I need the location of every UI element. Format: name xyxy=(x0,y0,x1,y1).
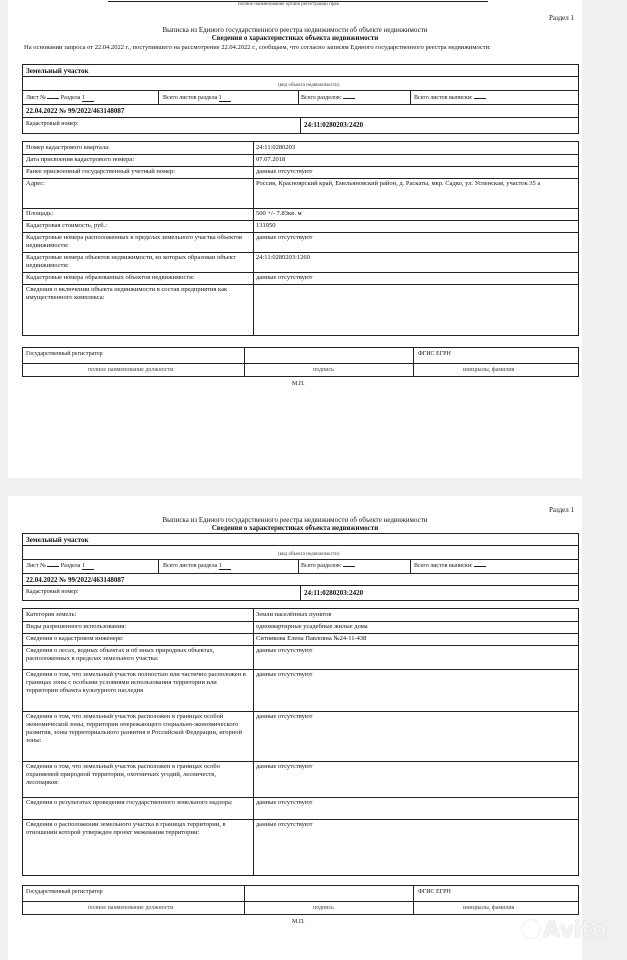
row-value: одноквартирные усадебные жилые дома xyxy=(256,623,368,630)
name-hint: инициалы, фамилия xyxy=(463,367,515,373)
row-value: данные отсутствуют xyxy=(256,234,313,241)
extract-title: Выписка из Единого государственного реестра недвижимости об объекте недвижимости xyxy=(162,26,428,34)
row-label: Адрес: xyxy=(26,180,45,187)
fgis-name: ФГИС ЕГРН xyxy=(418,889,451,895)
org-hint: полное наименование органа регистрации прав xyxy=(238,2,339,7)
object-type: Земельный участок xyxy=(26,536,89,544)
intro-text: На основании запроса от 22.04.2022 г., поступившего на рассмотрение 22.04.2022 г., сообщаем, что согласно записям Единого государственного реестра недвижимости: xyxy=(24,44,491,51)
row-value: Россия, Красноярский край, Емельяновский район, д. Раскаты, мкр. Садко, ул. Успенская, участок 35 а xyxy=(256,180,541,187)
sheet-number-field: Лист № Раздела 1 xyxy=(26,95,94,102)
row-label: Категория земель: xyxy=(26,611,77,618)
row-label: Ранее присвоенный государственный учетный номер: xyxy=(26,168,176,175)
row-label: Кадастровая стоимость, руб.: xyxy=(26,222,108,229)
row-value: данные отсутствуют xyxy=(256,647,313,654)
row-label: Дата присвоения кадастрового номера: xyxy=(26,156,135,163)
avito-logo-icon xyxy=(522,920,540,938)
row-value: данные отсутствуют xyxy=(256,713,313,720)
object-type-hint: (вид объекта недвижимости) xyxy=(278,83,340,88)
row-value: данные отсутствуют xyxy=(256,168,313,175)
row-label: Сведения о результатах проведения государственного земельного надзора: xyxy=(26,799,233,806)
extract-title: Выписка из Единого государственного реестра недвижимости об объекте недвижимости xyxy=(162,516,428,524)
row-label: Сведения о том, что земельный участок полностью или частично расположен в границах зоны с особыми условиями использования территории или территории объекта культурного наследия xyxy=(26,671,246,694)
row-value: данные отсутствуют xyxy=(256,274,313,281)
avito-watermark: Avito xyxy=(522,918,607,943)
row-label: Кадастровые номера объектов недвижимости, из которых образован объект недвижимости: xyxy=(26,254,236,269)
row-label: Номер кадастрового квартала: xyxy=(26,144,110,151)
stamp-place: М.П. xyxy=(292,919,305,925)
extract-subtitle: Сведения о характеристиках объекта недвижимости xyxy=(211,524,379,532)
row-value: 131050 xyxy=(256,222,276,229)
row-value: 07.07.2018 xyxy=(256,156,286,163)
row-label: Сведения о расположении земельного участка в границах территории, в отношении которой утвержден проект межевания территории: xyxy=(26,821,226,836)
total-part-sheets: Всего листов раздела 1 xyxy=(163,95,231,102)
total-parts: Всего разделов: xyxy=(301,95,355,101)
characteristics-table xyxy=(22,608,579,876)
total-sheets: Всего листов выписки: xyxy=(414,563,486,569)
date-number: 22.04.2022 № 99/2022/463148087 xyxy=(26,576,125,584)
section-label: Раздел 1 xyxy=(548,14,574,22)
org-line xyxy=(108,1,488,2)
row-value: Земли населённых пунктов xyxy=(256,611,332,618)
row-value xyxy=(256,286,575,309)
row-label: Площадь: xyxy=(26,210,54,217)
row-label: Сведения о кадастровом инженере: xyxy=(26,635,124,642)
row-label: Кадастровые номера образованных объектов недвижимости: xyxy=(26,274,195,281)
row-value: 24:11:0280203 xyxy=(256,144,296,151)
sheet-number-field: Лист № Раздела 1 xyxy=(26,563,94,570)
object-type: Земельный участок xyxy=(26,67,89,75)
registrar-position: Государственный регистратор xyxy=(26,351,103,357)
total-part-sheets: Всего листов раздела 1 xyxy=(163,563,231,570)
total-parts: Всего разделов: xyxy=(301,563,355,569)
row-value: 500 +/- 7.83кв. м xyxy=(256,210,302,217)
total-sheets: Всего листов выписки: xyxy=(414,95,486,101)
row-label: Сведения о том, что земельный участок расположен в границах особо охраняемой природной территории, охотничьих угодий, лесничеств, лесопарков: xyxy=(26,763,220,786)
row-value: 24:11:0280203:1260 xyxy=(256,254,310,261)
characteristics-table xyxy=(22,141,579,336)
position-hint: полное наименование должности xyxy=(88,905,174,911)
extract-subtitle: Сведения о характеристиках объекта недвижимости xyxy=(211,34,379,42)
signature-hint: подпись xyxy=(313,905,334,911)
registrar-position: Государственный регистратор xyxy=(26,889,103,895)
cadastral-label: Кадастровый номер: xyxy=(26,589,79,595)
row-value: данные отсутствуют xyxy=(256,763,313,770)
date-number: 22.04.2022 № 99/2022/463148087 xyxy=(26,107,125,115)
section-label: Раздел 1 xyxy=(548,506,574,514)
row-label: Сведения о включении объекта недвижимости в состав предприятия как имущественного комплекса: xyxy=(26,286,228,301)
position-hint: полное наименование должности xyxy=(88,367,174,373)
name-hint: инициалы, фамилия xyxy=(463,905,515,911)
row-value: Ситникова Елена Павловна №24-11-438 xyxy=(256,635,367,642)
cadastral-number: 24:11:0280203:2420 xyxy=(304,589,364,597)
row-label: Кадастровые номера расположенных в пределах земельного участка объектов недвижимости: xyxy=(26,234,243,249)
extract-sheet-1 xyxy=(8,0,582,478)
row-value: данные отсутствуют xyxy=(256,821,313,828)
extract-sheet-2 xyxy=(8,496,582,960)
fgis-name: ФГИС ЕГРН xyxy=(418,351,451,357)
object-type-hint: (вид объекта недвижимости) xyxy=(278,552,340,557)
cadastral-label: Кадастровый номер: xyxy=(26,121,79,127)
stamp-place: М.П. xyxy=(292,381,305,387)
row-label: Сведения о том, что земельный участок расположен в границах особой экономической зоны, территории опережающего социально-экономического развития, зоны территориального развития в Российской Федерации, игорной зоны: xyxy=(26,713,242,744)
row-value: данные отсутствуют xyxy=(256,799,313,806)
row-label: Виды разрешенного использования: xyxy=(26,623,127,630)
row-label: Сведения о лесах, водных объектах и об иных природных объектах, расположенных в пределах земельного участка: xyxy=(26,647,215,662)
row-value: данные отсутствуют xyxy=(256,671,313,678)
cadastral-number: 24:11:0280203:2420 xyxy=(304,121,364,129)
signature-hint: подпись xyxy=(313,367,334,373)
